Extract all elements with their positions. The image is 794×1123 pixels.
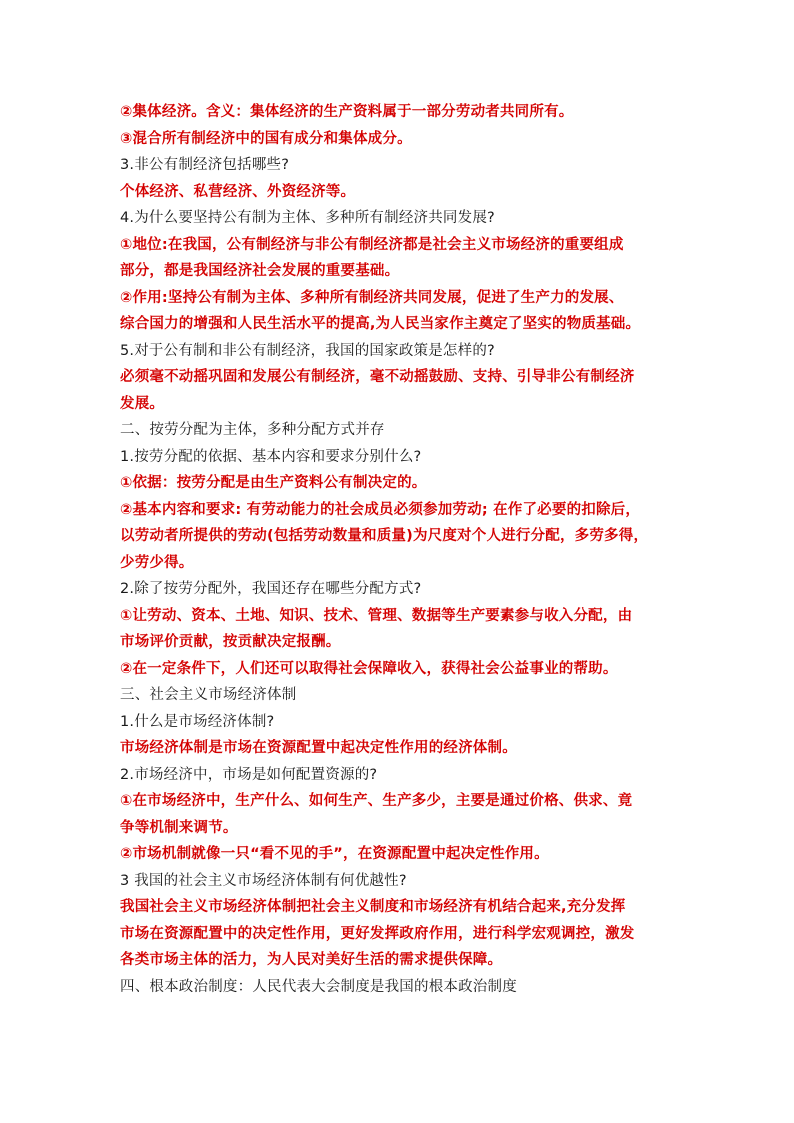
answer-line: ③混合所有制经济中的国有成分和集体成分。 (120, 130, 412, 147)
answer-line: 以劳动者所提供的劳动(包括劳动数量和质量)为尺度对个人进行分配，多劳多得， (120, 528, 649, 544)
answer-line: 争等机制来调节。 (120, 819, 238, 836)
answer-line: 市场评价贡献，按贡献决定报酬。 (120, 634, 341, 650)
question-line: 1.按劳分配的依据、基本内容和要求分别什么? (120, 448, 422, 465)
answer-line: ①依据：按劳分配是由生产资料公有制决定的。 (120, 475, 427, 491)
answer-line: 部分，都是我国经济社会发展的重要基础。 (120, 263, 400, 279)
question-line: 3.非公有制经济包括哪些? (120, 157, 290, 173)
answer-line: 必须毫不动摇巩固和发展公有制经济，毫不动摇鼓励、支持、引导非公有制经济 (120, 369, 635, 385)
answer-line: 综合国力的增强和人民生活水平的提高,为人民当家作主奠定了坚实的物质基础。 (120, 316, 641, 332)
question-line: 1.什么是市场经济体制? (120, 713, 275, 730)
answer-line: 我国社会主义市场经济体制把社会主义制度和市场经济有机结合起来,充分发挥 (120, 899, 626, 915)
answer-line: 市场在资源配置中的决定性作用，更好发挥政府作用，进行科学宏观调控，激发 (120, 925, 635, 942)
question-line: 三、社会主义市场经济体制 (120, 687, 297, 703)
answer-line: ①在市场经济中，生产什么、如何生产、生产多少，主要是通过价格、供求、竟 (120, 793, 633, 809)
question-line: 5.对于公有制和非公有制经济，我国的国家政策是怎样的? (120, 342, 495, 359)
answer-line: 个体经济、私营经济、外资经济等。 (120, 183, 356, 200)
answer-line: ②基本内容和要求: 有劳动能力的社会成员必须参加劳动; 在作了必要的扣除后， (120, 501, 641, 518)
answer-line: 市场经济体制是市场在资源配置中起决定性作用的经济体制。 (120, 740, 517, 756)
answer-line: ②集体经济。含义：集体经济的生产资料属于一部分劳动者共同所有。 (120, 104, 574, 120)
answer-line: 各类市场主体的活力，为人民对美好生活的需求提供保障。 (120, 952, 503, 968)
answer-line: 少劳少得。 (120, 554, 194, 571)
answer-line: 发展。 (120, 395, 165, 412)
answer-line: ②在一定条件下，人们还可以取得社会保障收入，获得社会公益事业的帮助。 (120, 660, 618, 677)
question-line: 二、按劳分配为主体，多种分配方式并存 (120, 422, 385, 438)
question-line: 4.为什么要坚持公有制为主体、多种所有制经济共同发展? (120, 210, 495, 226)
answer-line: ①地位:在我国，公有制经济与非公有制经济都是社会主义市场经济的重要组成 (120, 236, 624, 253)
answer-line: ②作用:坚持公有制为主体、多种所有制经济共同发展，促进了生产力的发展、 (120, 289, 624, 306)
answer-line: ①让劳动、资本、土地、知识、技术、管理、数据等生产要素参与收入分配，由 (120, 607, 633, 624)
question-line: 四、根本政治制度：人民代表大会制度是我国的根本政治制度 (120, 978, 517, 995)
answer-line: ②市场机制就像一只“看不见的手”，在资源配置中起决定性作用。 (120, 846, 549, 862)
question-line: 2.市场经济中，市场是如何配置资源的? (120, 766, 378, 783)
question-line: 3 我国的社会主义市场经济体制有何优越性? (120, 872, 407, 889)
document-body (120, 99, 690, 1000)
question-line: 2.除了按劳分配外，我国还存在哪些分配方式? (120, 581, 422, 597)
